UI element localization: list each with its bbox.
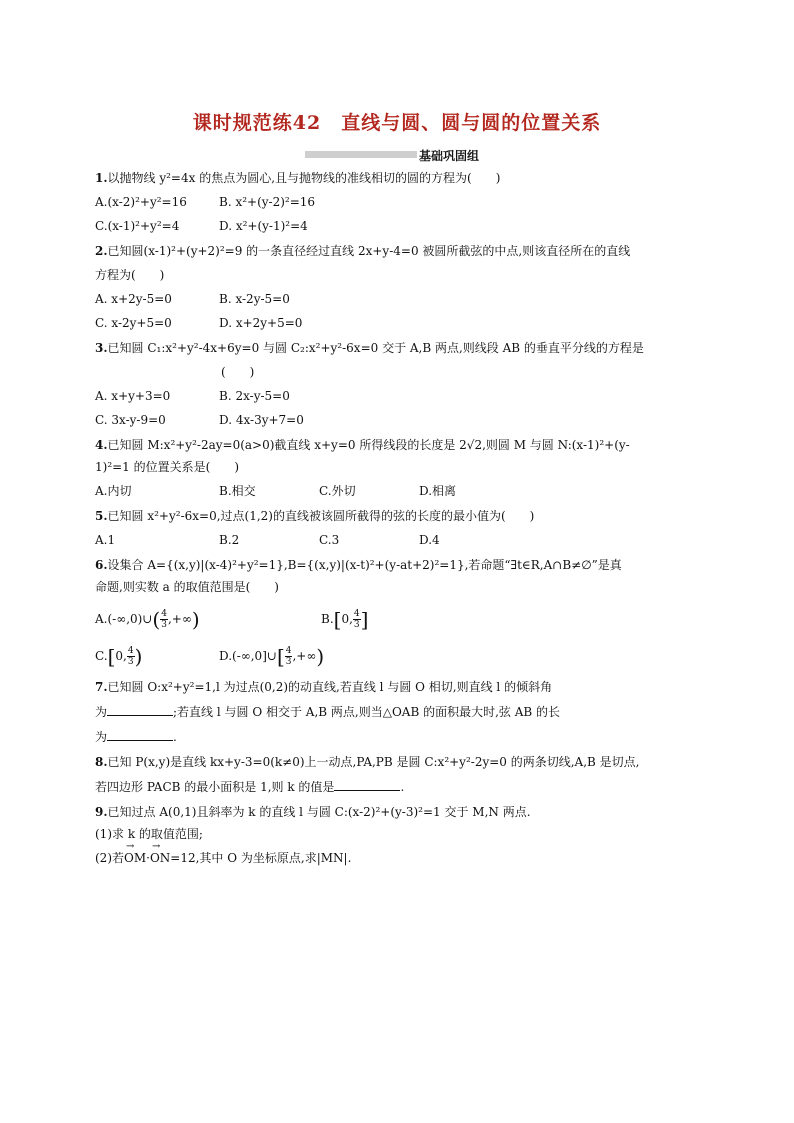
options-row — [95, 609, 705, 630]
question-5 — [95, 508, 705, 548]
question-number: 7. — [95, 680, 108, 694]
option-b-prefix: B. — [321, 612, 334, 626]
question-1 — [95, 170, 705, 234]
section-label: 基础巩固组 — [419, 149, 480, 163]
question-number: 5. — [95, 509, 108, 523]
option-a: A.1 — [95, 533, 116, 547]
answer-blank[interactable] — [107, 703, 173, 716]
question-stem-cont: . — [400, 780, 405, 794]
question-stem: 已知圆 x²+y²-6x=0,过点(1,2)的直线被该圆所截得的弦的长度的最小值为( ) — [107, 509, 535, 523]
option-c: C.外切 — [319, 484, 356, 498]
question-9 — [95, 804, 705, 866]
vector-om: → OM — [124, 850, 146, 866]
option-d: D. x+2y+5=0 — [219, 316, 303, 330]
fraction-four-thirds: $\frac{4}{3}$ — [285, 646, 292, 667]
section-bar — [305, 151, 417, 158]
options-row — [95, 388, 705, 404]
option-a: A. x+2y-5=0 — [95, 292, 172, 306]
option-d: D.(-∞,0]∪[ $\frac{4}{3}$ ,+∞) — [219, 644, 325, 669]
sqrt-expression: √2 — [466, 438, 483, 452]
option-a: A.(-∞,0)∪( $\frac{4}{3}$ ,+∞) — [95, 607, 200, 632]
option-a-suffix: ,+∞ — [167, 612, 192, 626]
question-number: 1. — [95, 171, 108, 185]
question-3 — [95, 340, 705, 428]
option-d-prefix: D.(-∞,0]∪ — [219, 649, 277, 663]
question-stem: 设集合 A={(x,y)|(x-4)²+y²=1},B={(x,y)|(x-t)²+(y-at+2)²=1},若命题“∃t∈R,A∩B≠∅”是真 — [107, 558, 622, 572]
option-d: D.相离 — [419, 484, 457, 498]
question-2 — [95, 243, 705, 331]
option-d: D. 4x-3y+7=0 — [219, 413, 304, 427]
option-b: B.2 — [219, 533, 240, 547]
question-stem-cont: 命题,则实数 a 的取值范围是( ) — [95, 580, 279, 594]
option-a: A.(x-2)²+y²=16 — [95, 195, 187, 209]
option-c: C.3 — [319, 533, 340, 547]
question-stem-cont: 为 — [95, 705, 108, 719]
question-number: 9. — [95, 805, 108, 819]
fraction-four-thirds: $\frac{4}{3}$ — [353, 609, 360, 630]
question-stem: 已知圆(x-1)²+(y+2)²=9 的一条直径经过直线 2x+y-4=0 被圆所截弦的中点,则该直径所在的直线 — [107, 244, 631, 258]
question-stem-cont: 为 — [95, 730, 108, 744]
question-stem: 已知过点 A(0,1)且斜率为 k 的直线 l 与圆 C:(x-2)²+(y-3)²=1 交于 M,N 两点. — [107, 805, 531, 819]
option-b: B. 2x-y-5=0 — [219, 389, 290, 403]
option-b: B.相交 — [219, 484, 256, 498]
options-row — [95, 291, 705, 307]
question-number: 4. — [95, 438, 108, 452]
question-stem: 以抛物线 y²=4x 的焦点为圆心,且与抛物线的准线相切的圆的方程为( ) — [107, 171, 501, 185]
answer-blank[interactable] — [334, 778, 400, 791]
sub-question-2: (2)若→ OM·→ ON=12,其中 O 为坐标原点,求|MN|. — [95, 850, 705, 866]
option-a-prefix: A.(-∞,0)∪ — [95, 612, 153, 626]
sub-question-1: (1)求 k 的取值范围; — [95, 827, 203, 841]
question-number: 2. — [95, 244, 108, 258]
option-a: A.内切 — [95, 484, 132, 498]
option-c: C. 3x-y-9=0 — [95, 413, 166, 427]
page-title: 课时规范练42 直线与圆、圆与圆的位置关系 — [192, 112, 602, 134]
option-c: C.[0, $\frac{4}{3}$ ) — [95, 644, 143, 669]
question-stem: 已知 P(x,y)是直线 kx+y-3=0(k≠0)上一动点,PA,PB 是圆 C:x²+y²-2y=0 的两条切线,A,B 是切点, — [107, 755, 640, 769]
question-number: 8. — [95, 755, 108, 769]
question-stem-cont: . — [173, 730, 177, 744]
question-4 — [95, 437, 705, 499]
options-row — [95, 646, 705, 667]
answer-blank[interactable] — [107, 728, 173, 741]
options-row — [95, 532, 705, 548]
option-d: D. x²+(y-1)²=4 — [219, 219, 308, 233]
fraction-four-thirds: $\frac{4}{3}$ — [161, 609, 167, 630]
option-c: C. x-2y+5=0 — [95, 316, 172, 330]
option-a: A. x+y+3=0 — [95, 389, 171, 403]
options-row — [95, 194, 705, 210]
option-c-prefix: C. — [95, 649, 108, 663]
question-7 — [95, 679, 705, 745]
options-row — [95, 218, 705, 234]
option-b: B. x-2y-5=0 — [219, 292, 290, 306]
question-stem: ,则圆 M 与圆 N:(x-1)²+(y- — [482, 438, 630, 452]
option-c-interval: 0, — [115, 649, 127, 663]
question-stem: 已知圆 O:x²+y²=1,l 为过点(0,2)的动直线,若直线 l 与圆 O 相切,则直线 l 的倾斜角 — [107, 680, 553, 694]
question-stem: 已知圆 C₁:x²+y²-4x+6y=0 与圆 C₂:x²+y²-6x=0 交于 A,B 两点,则线段 AB 的垂直平分线的方程是 — [107, 341, 644, 355]
option-b: B.[0, $\frac{4}{3}$ ] — [321, 607, 369, 632]
question-stem-cont: ( ) — [221, 365, 255, 379]
question-stem-cont: 1)²=1 的位置关系是( ) — [95, 460, 239, 474]
question-number: 6. — [95, 558, 108, 572]
option-b: B. x²+(y-2)²=16 — [219, 195, 316, 209]
options-row — [95, 412, 705, 428]
option-c: C.(x-1)²+y²=4 — [95, 219, 180, 233]
question-stem: 已知圆 M:x²+y²-2ay=0(a>0)截直线 x+y=0 所得线段的长度是 2 — [107, 438, 467, 452]
question-list — [95, 170, 705, 866]
options-row — [95, 315, 705, 331]
question-stem-cont: ;若直线 l 与圆 O 相交于 A,B 两点,则当△OAB 的面积最大时,弦 AB 的长 — [173, 705, 561, 719]
vector-on: → ON — [150, 850, 170, 866]
fraction-four-thirds: $\frac{4}{3}$ — [127, 646, 134, 667]
options-row — [95, 483, 705, 499]
question-8 — [95, 754, 705, 795]
question-stem-cont: 方程为( ) — [95, 268, 165, 282]
question-number: 3. — [95, 341, 108, 355]
option-b-interval: 0, — [341, 612, 353, 626]
question-6 — [95, 557, 705, 667]
question-stem-cont: 若四边形 PACB 的最小面积是 1,则 k 的值是 — [95, 780, 335, 794]
option-d: D.4 — [419, 533, 440, 547]
option-d-suffix: ,+∞ — [292, 649, 317, 663]
